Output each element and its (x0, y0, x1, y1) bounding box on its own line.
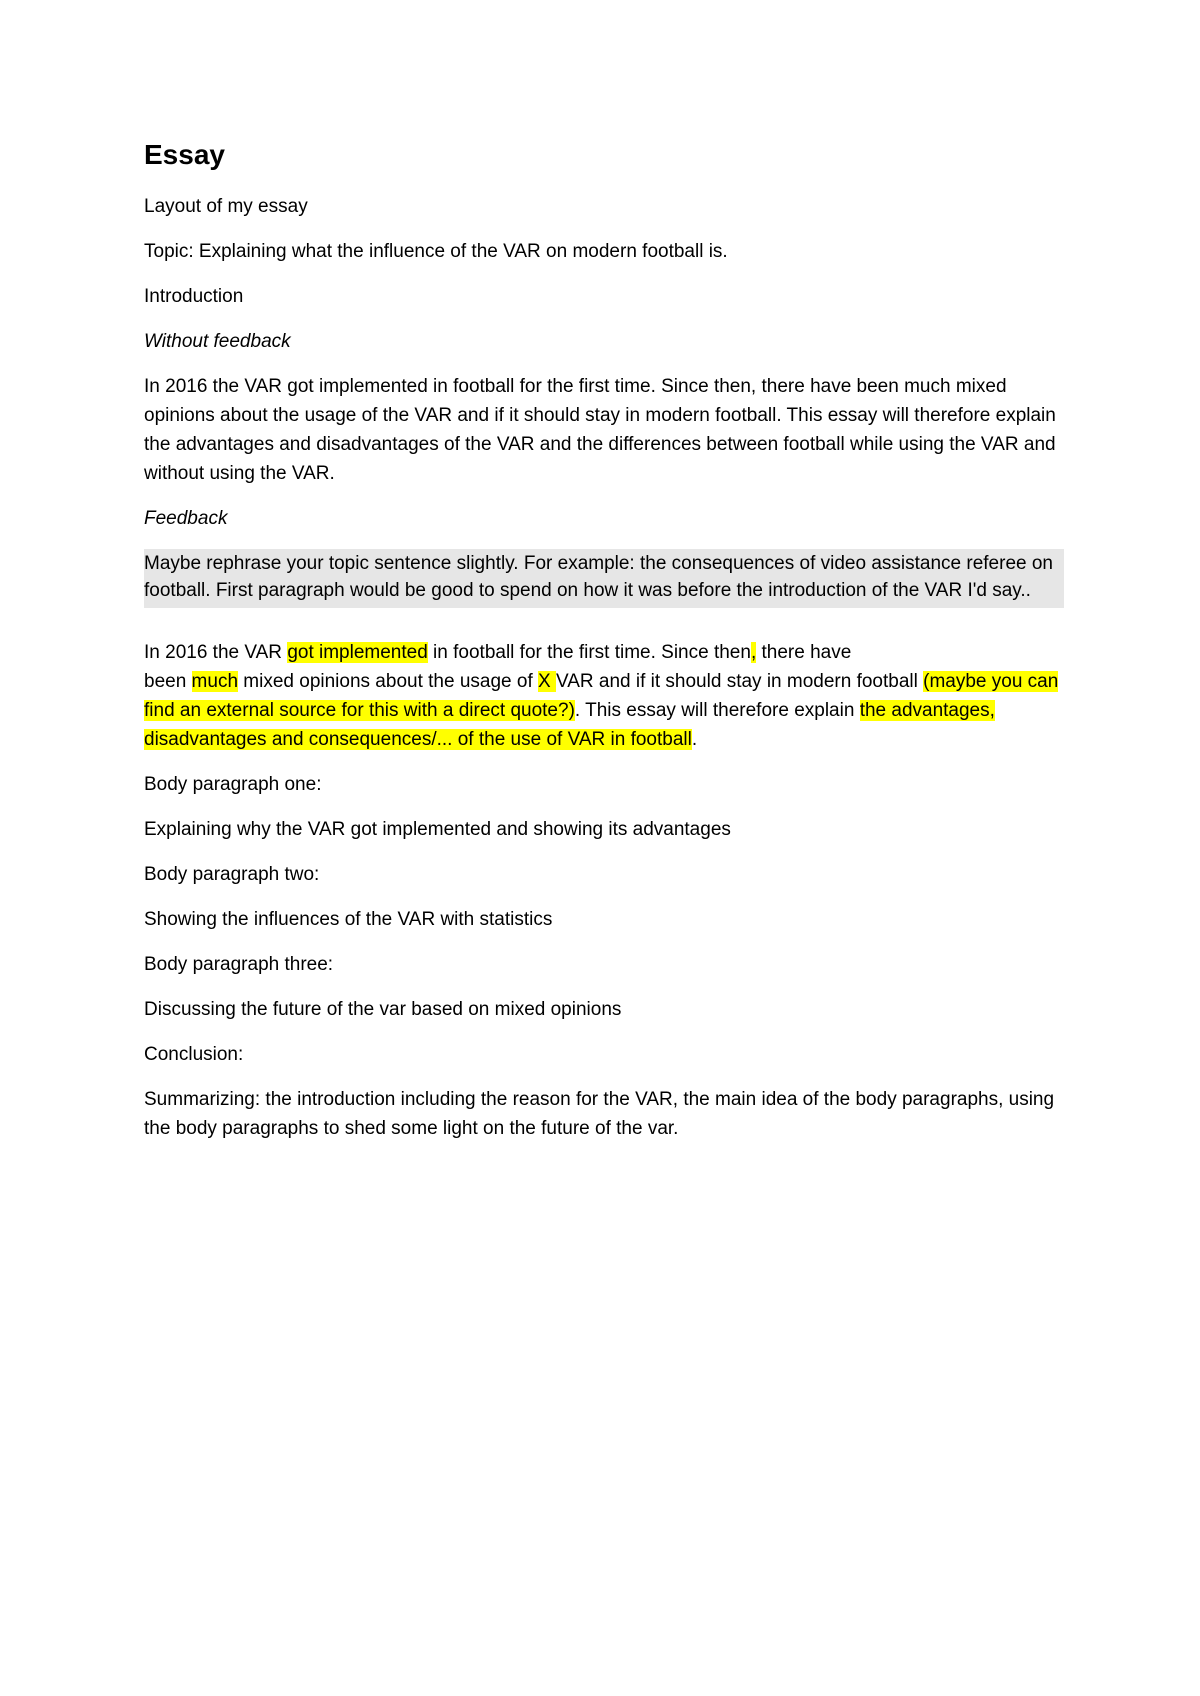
highlight-x-mark: X (538, 670, 556, 692)
revised-text: . (691, 728, 698, 750)
conclusion-heading: Conclusion: (144, 1043, 244, 1065)
revised-text: mixed opinions about the usage of (238, 670, 538, 692)
body-paragraph-two-text: Showing the influences of the VAR with statistics (144, 908, 553, 930)
topic-line: Topic: Explaining what the influence of the VAR on modern football is. (144, 240, 728, 262)
highlight-thesis-suggestion: the advantages, disadvantages and consequences/... of the use of VAR in football (144, 699, 995, 750)
revised-text: . This essay will therefore explain (574, 699, 860, 721)
revised-text: in football for the first time. Since then (427, 641, 751, 663)
body-paragraph-two-heading: Body paragraph two: (144, 863, 320, 885)
highlight-source-suggestion: (maybe you can find an external source for this with a direct quote?) (144, 670, 1059, 721)
revised-text: In 2016 the VAR (144, 641, 288, 663)
document-page (144, 138, 1064, 1159)
highlight-comma: , (750, 641, 757, 663)
without-feedback-label: Without feedback (144, 330, 291, 352)
conclusion-text: Summarizing: the introduction including the reason for the VAR, the main idea of the body paragraphs, using the body paragraphs to shed some light on the future of the var. (144, 1088, 1055, 1139)
body-paragraph-three-text: Discussing the future of the var based on mixed opinions (144, 998, 622, 1020)
introduction-heading: Introduction (144, 285, 244, 307)
highlight-much: much (191, 670, 239, 692)
body-paragraph-one-text: Explaining why the VAR got implemented and showing its advantages (144, 818, 731, 840)
revised-text: VAR and if it should stay in modern football (555, 670, 924, 692)
feedback-comment-text: Maybe rephrase your topic sentence slightly. For example: the consequences of video assistance referee on football. First paragraph would be good to spend on how it was before the introduction of the VAR I'd say.. (144, 552, 1053, 601)
feedback-comment-box (144, 549, 1064, 608)
feedback-label: Feedback (144, 507, 228, 529)
revised-text: there have (756, 641, 852, 663)
highlight-got-implemented: got implemented (287, 641, 428, 663)
document-title: Essay (144, 139, 225, 170)
original-introduction: In 2016 the VAR got implemented in football for the first time. Since then, there have been much mixed opinions about the usage of the VAR and if it should stay in modern football. This essay will therefore explain the advantages and disadvantages of the VAR and the differences between football while using the VAR and without using the VAR. (144, 375, 1056, 484)
revised-text: been (144, 670, 192, 692)
revised-introduction (144, 638, 1064, 754)
body-paragraph-three-heading: Body paragraph three: (144, 953, 334, 975)
layout-label: Layout of my essay (144, 195, 308, 217)
body-paragraph-one-heading: Body paragraph one: (144, 773, 322, 795)
